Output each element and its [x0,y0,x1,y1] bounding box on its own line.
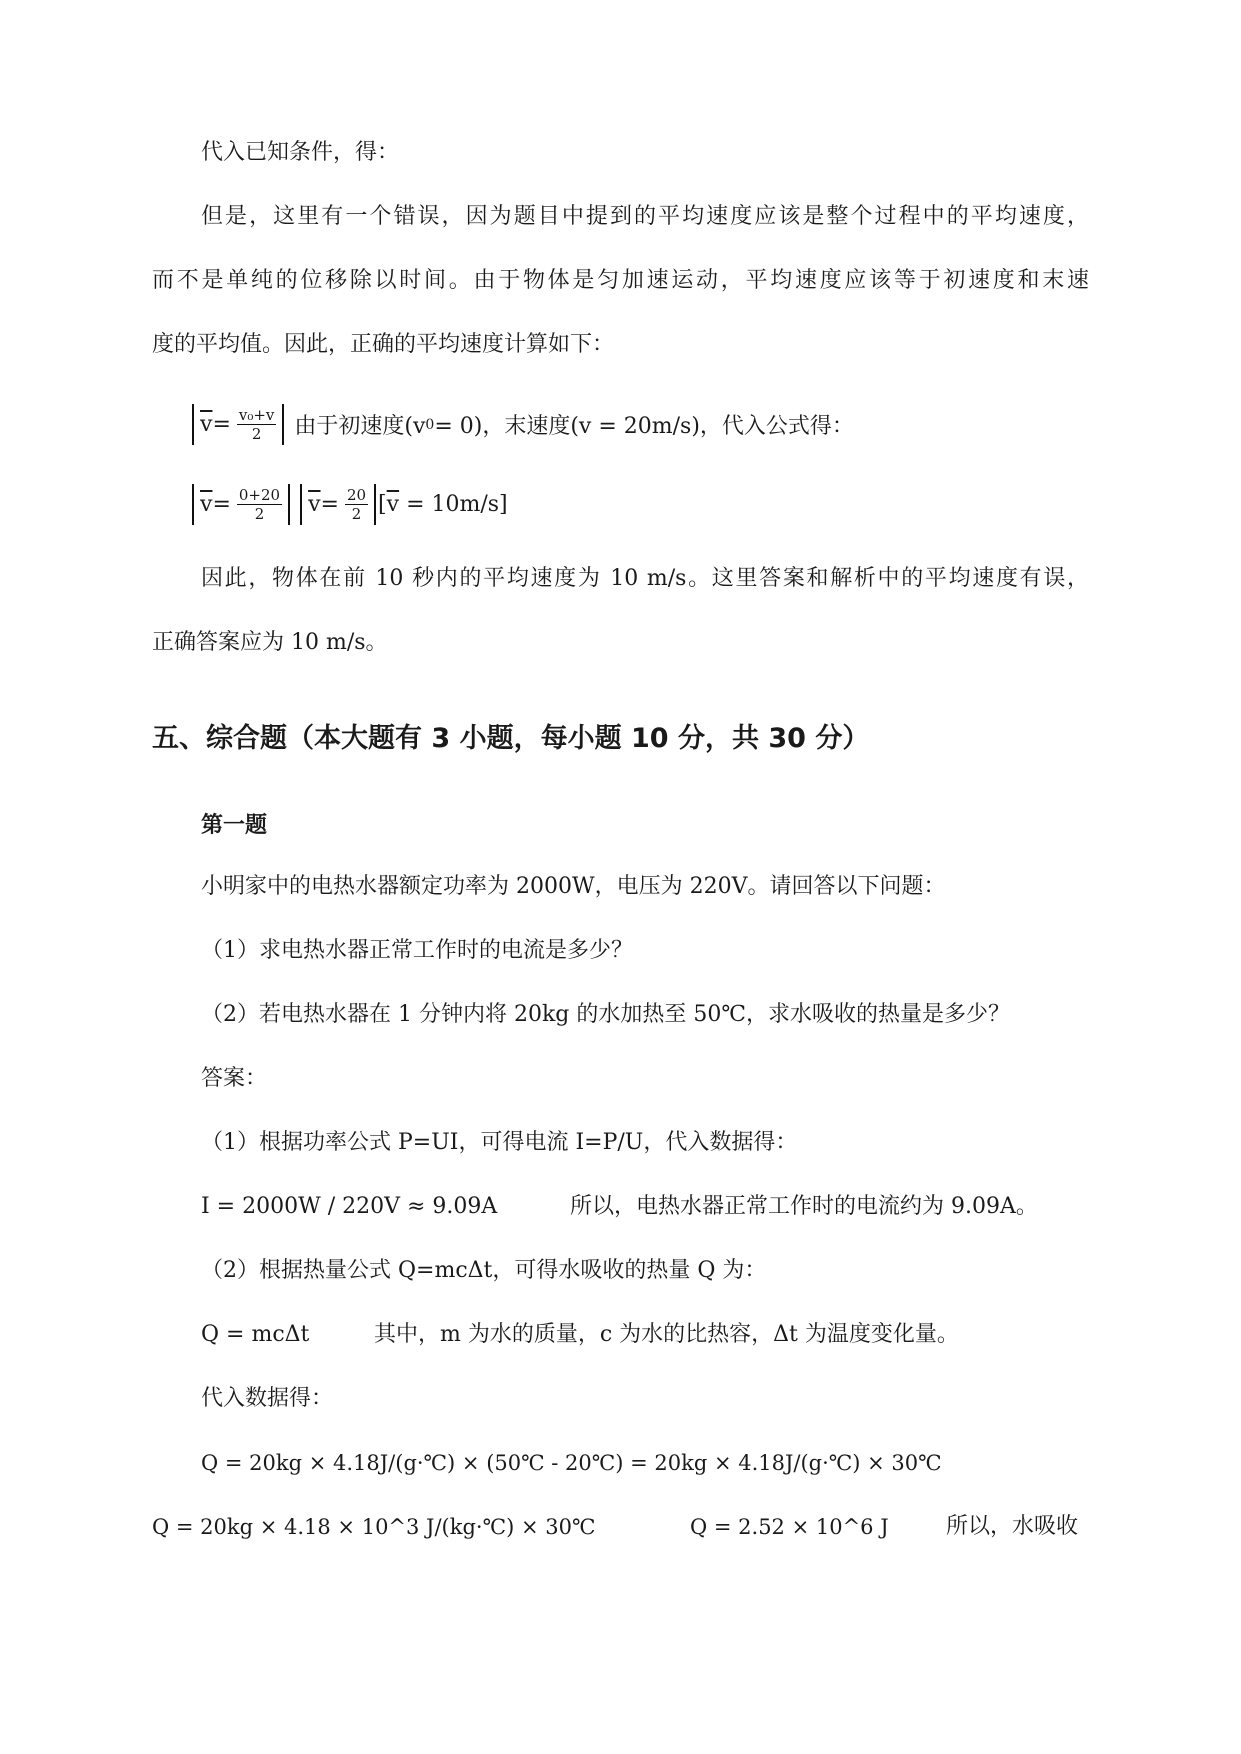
formula-bracket-2 [300,484,376,525]
answer-part2-calculation1: Q = 20kg × 4.18J/(g·℃) × (50℃ - 20℃) = 20kg × 4.18J/(g·℃) × 30℃ [201,1451,942,1475]
formula-explanation-cont: = 0)，末速度(v = 20m/s)，代入公式得： [434,414,854,439]
v-bar-symbol: $\overline{v}$ [386,492,400,517]
subscript-zero: 0 [425,416,435,433]
answer-part1-conclusion: 所以，电热水器正常工作时的电流约为 9.09A。 [570,1194,1038,1219]
paragraph-error-line3: 度的平均值。因此，正确的平均速度计算如下： [152,332,615,357]
answer-part2-conclusion: 所以，水吸收 [946,1514,1079,1539]
fraction [345,486,368,523]
formula-explanation: 由于初速度(v [294,414,426,439]
paragraph-substitute: 代入已知条件，得： [201,140,400,165]
equals-sign: = [320,492,339,517]
fraction-denominator: 2 [251,425,262,443]
question-part2: （2）若电热水器在 1 分钟内将 20kg 的水加热至 50℃，求水吸收的热量是多少？ [201,1002,1010,1027]
paragraph-conclusion-line2: 正确答案应为 10 m/s。 [152,630,388,655]
equals-sign: = [212,412,231,437]
result-value: 10m/s] [431,492,508,517]
formula-bracket [192,404,284,445]
v-bar-symbol: $\overline{v}$ [308,492,321,517]
answer-part2-method: （2）根据热量公式 Q=mcΔt，可得水吸收的热量 Q 为： [201,1258,767,1283]
answer-label: 答案： [201,1066,268,1091]
formula-result: $[\overline{v} = 10m/s]$ [378,492,508,517]
answer-part2-result: Q = 2.52 × 10^6 J [690,1515,889,1539]
equals-sign: = [212,492,231,517]
paragraph-conclusion-line1: 因此，物体在前 10 秒内的平均速度为 10 m/s。这里答案和解析中的平均速度有误， [201,566,1089,591]
fraction-denominator: 2 [351,505,362,523]
answer-part2-substitute: 代入数据得： [201,1386,334,1411]
paragraph-error-line1: 但是，这里有一个错误，因为题目中提到的平均速度应该是整个过程中的平均速度， [201,204,1089,229]
formula-substitution [192,484,508,525]
answer-part2-formula: Q = mcΔt [201,1322,310,1347]
question-stem: 小明家中的电热水器额定功率为 2000W，电压为 220V。请回答以下问题： [201,874,946,899]
fraction-numerator: 20 [346,486,367,504]
fraction [237,406,277,443]
fraction [237,486,282,523]
answer-part1-calculation: I = 2000W / 220V ≈ 9.09A [201,1194,498,1219]
v-bar-symbol: $\overline{v}$ [200,492,213,517]
answer-part1-method: （1）根据功率公式 P=UI，可得电流 I=P/U，代入数据得： [201,1130,798,1155]
equals-sign: = [399,492,432,517]
fraction-numerator: v₀+v [238,406,275,424]
fraction-numerator: 0+20 [238,486,281,504]
question-title: 第一题 [201,813,268,838]
answer-part2-explanation: 其中，m 为水的质量，c 为水的比热容，Δt 为温度变化量。 [374,1322,959,1347]
paragraph-error-line2: 而不是单纯的位移除以时间。由于物体是匀加速运动，平均速度应该等于初速度和末速 [152,268,1089,293]
answer-part2-calculation2: Q = 20kg × 4.18 × 10^3 J/(kg·℃) × 30℃ [152,1515,596,1539]
v-bar-symbol: $\overline{v}$ [200,412,213,437]
formula-average-velocity [192,404,854,445]
formula-bracket-1 [192,484,290,525]
section-heading: 五、综合题（本大题有 3 小题，每小题 10 分，共 30 分） [152,723,870,754]
question-part1: （1）求电热水器正常工作时的电流是多少？ [201,938,633,963]
fraction-denominator: 2 [254,505,265,523]
